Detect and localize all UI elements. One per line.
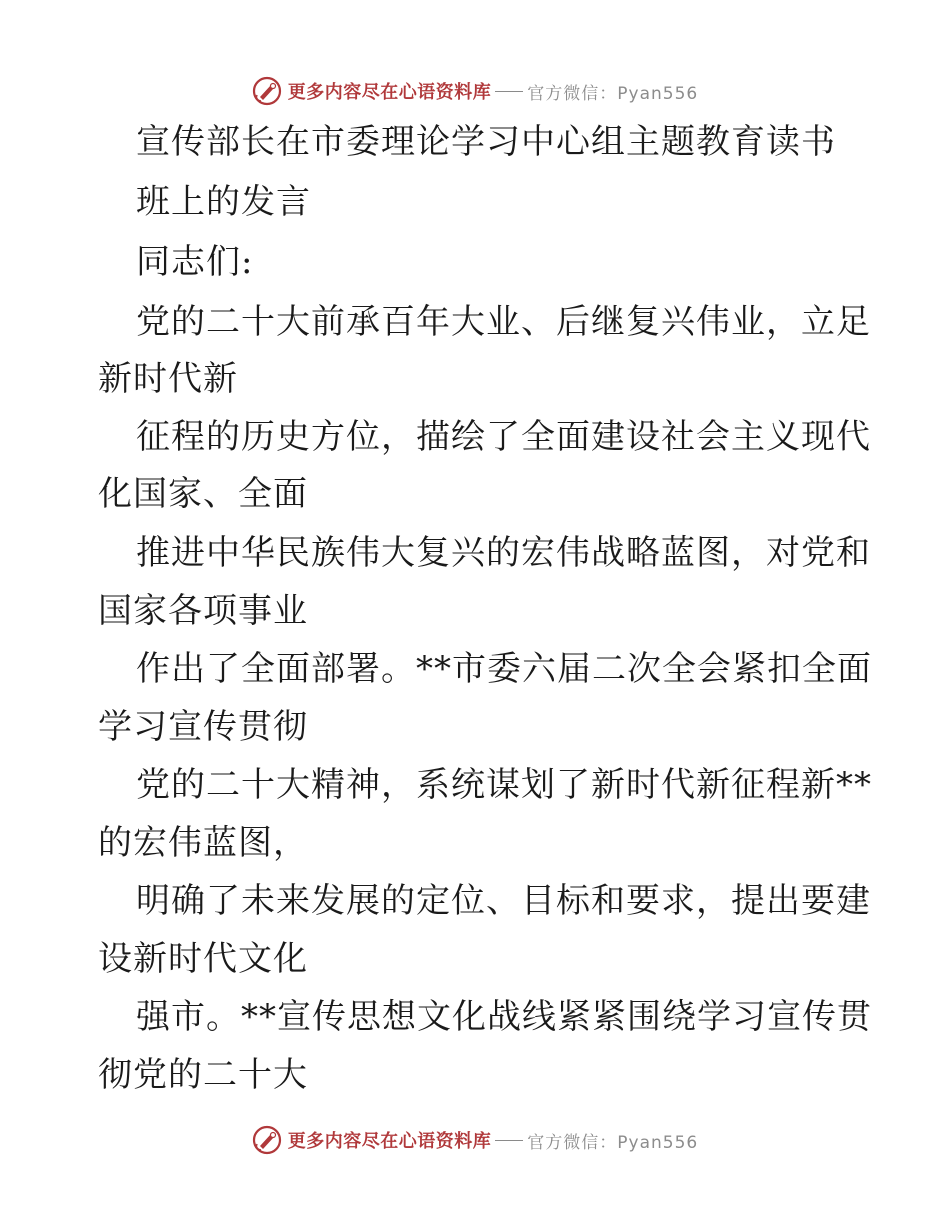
- paragraph-line: 国家各项事业: [98, 591, 308, 631]
- paragraph-line: 设新时代文化: [98, 939, 308, 979]
- banner-main-text: 更多内容尽在心语资料库: [287, 82, 492, 103]
- paragraph-line: 党的二十大前承百年大业、后继复兴伟业，立足: [136, 302, 871, 342]
- paragraph-line: 彻党的二十大: [98, 1055, 308, 1095]
- paragraph-line: 新时代新: [98, 359, 238, 399]
- document-title-line-2: 班上的发言: [136, 182, 311, 222]
- document-title-line-1: 宣传部长在市委理论学习中心组主题教育读书: [136, 122, 836, 162]
- banner-sub-text: 官方微信：Pyan556: [527, 83, 699, 104]
- footer-watermark-banner: [0, 1120, 950, 1160]
- pen-logo-icon: [252, 1125, 282, 1155]
- banner-main-text: 更多内容尽在心语资料库: [287, 1131, 492, 1152]
- banner-divider: [495, 1140, 523, 1141]
- paragraph-line: 明确了未来发展的定位、目标和要求，提出要建: [136, 881, 871, 921]
- paragraph-line: 作出了全面部署。**市委六届二次全会紧扣全面: [136, 649, 872, 689]
- banner-sub-text: 官方微信：Pyan556: [527, 1132, 699, 1153]
- salutation: 同志们:: [136, 242, 254, 282]
- paragraph-line: 强市。**宣传思想文化战线紧紧围绕学习宣传贯: [136, 997, 872, 1037]
- paragraph-line: 化国家、全面: [98, 474, 308, 514]
- header-watermark-banner: [0, 71, 950, 111]
- pen-logo-icon: [252, 76, 282, 106]
- paragraph-line: 学习宣传贯彻: [98, 707, 308, 747]
- paragraph-line: 推进中华民族伟大复兴的宏伟战略蓝图，对党和: [136, 533, 871, 573]
- banner-divider: [495, 91, 523, 92]
- paragraph-line: 党的二十大精神，系统谋划了新时代新征程新**: [136, 765, 872, 805]
- paragraph-line: 的宏伟蓝图，: [98, 823, 308, 863]
- paragraph-line: 征程的历史方位，描绘了全面建设社会主义现代: [136, 417, 871, 457]
